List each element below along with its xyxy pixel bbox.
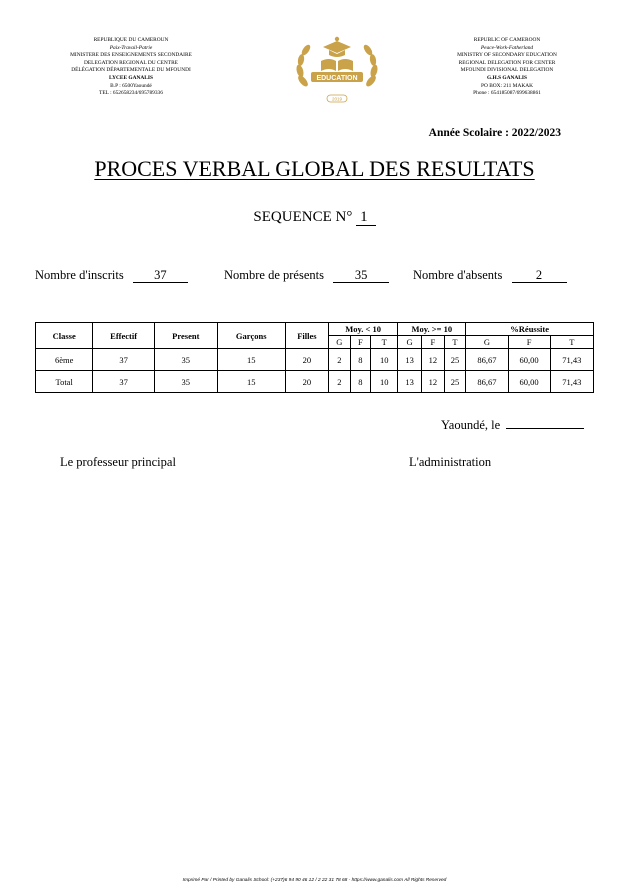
ministry-fr: MINISTERE DES ENSEIGNEMENTS SECONDAIRE [70, 52, 192, 59]
table-cell: 35 [154, 349, 217, 371]
table-cell: 8 [350, 349, 371, 371]
place-date [441, 418, 584, 433]
sub-g: G [466, 336, 508, 349]
table-cell: 71,43 [550, 371, 593, 393]
table-row-total [36, 371, 594, 393]
table-cell: 37 [93, 349, 155, 371]
signature-administration: L'administration [409, 455, 492, 469]
absents-count [413, 268, 567, 283]
page-title [0, 156, 629, 182]
table-cell: 71,43 [550, 349, 593, 371]
presents-value: 35 [333, 269, 389, 283]
col-present: Present [154, 323, 217, 349]
sequence [0, 209, 629, 226]
logo-year: 2019 [331, 96, 343, 102]
sub-t: T [371, 336, 398, 349]
regional-en: REGIONAL DELEGATION FOR CENTER [458, 59, 556, 66]
absents-label: Nombre d'absents [413, 268, 503, 282]
table-cell: 10 [371, 371, 398, 393]
country-fr: REPUBLIQUE DU CAMEROUN [93, 37, 169, 43]
school-en: G.H.S GANALIS [487, 74, 527, 81]
table-cell: 12 [422, 371, 445, 393]
table-cell: 20 [285, 349, 328, 371]
col-effectif: Effectif [93, 323, 155, 349]
table-header-row [36, 323, 594, 336]
table-cell: 8 [350, 371, 371, 393]
inscrits-count [35, 268, 188, 283]
inscrits-value: 37 [133, 269, 188, 283]
country-en: REPUBLIC OF CAMEROON [473, 37, 541, 43]
col-filles: Filles [285, 323, 328, 349]
table-cell: 6ème [36, 349, 93, 371]
table-cell: 35 [154, 371, 217, 393]
table-cell: 20 [285, 371, 328, 393]
sub-f: F [350, 336, 371, 349]
ministry-en: MINISTRY OF SECONDARY EDUCATION [457, 52, 557, 59]
date-blank-line [506, 418, 584, 429]
page-title-text: PROCES VERBAL GLOBAL DES RESULTATS [94, 156, 535, 181]
table-cell: 12 [422, 349, 445, 371]
col-garcons: Garçons [217, 323, 285, 349]
col-classe: Classe [36, 323, 93, 349]
place-date-label: Yaoundé, le [441, 418, 501, 432]
tel-fr: TEL : 652658234/695789336 [99, 90, 163, 97]
inscrits-label: Nombre d'inscrits [35, 268, 124, 282]
sub-f: F [422, 336, 445, 349]
table-cell: 37 [93, 371, 155, 393]
table-cell: 13 [398, 349, 422, 371]
table-cell: 86,67 [466, 371, 508, 393]
col-moy-ge-10: Moy. >= 10 [398, 323, 466, 336]
header-right [412, 37, 602, 98]
table-cell: 15 [217, 349, 285, 371]
school-fr: LYCEE GANALIS [109, 74, 153, 81]
table-cell: 2 [329, 349, 351, 371]
absents-value: 2 [512, 269, 567, 283]
table-row [36, 349, 594, 371]
graduation-cap-book-laurel-icon [289, 33, 385, 105]
footer-printed-by: Imprimé Par / Printed by Ganalis School: (+237)6 94 90 46 12 / 2 22 31 78 68 - https://www.ganalis.com All Rights Reserved [182, 878, 447, 883]
sub-t: T [550, 336, 593, 349]
table-cell: 15 [217, 371, 285, 393]
education-logo [289, 33, 385, 105]
sequence-value: 1 [356, 209, 376, 226]
divisional-fr: DÉLÉGATION DÉPARTEMENTALE DU MFOUNDI [71, 67, 191, 74]
table-cell: 25 [444, 349, 466, 371]
table-cell: 60,00 [508, 371, 550, 393]
results-table [35, 322, 594, 393]
table-cell: 10 [371, 349, 398, 371]
bp-fr: B.P : 6500Yaoundé [110, 82, 152, 89]
sub-f: F [508, 336, 550, 349]
school-year: Année Scolaire : 2022/2023 [428, 127, 561, 139]
presents-label: Nombre de présents [224, 268, 324, 282]
regional-fr: DELEGATION REGIONAL DU CENTRE [84, 59, 178, 66]
col-reussite: %Réussite [466, 323, 594, 336]
motto-fr: Paix-Travail-Patrie [109, 44, 153, 51]
sub-t: T [444, 336, 466, 349]
table-cell: Total [36, 371, 93, 393]
sub-g: G [329, 336, 351, 349]
phone-en: Phone : 654185087/699638861 [473, 90, 541, 97]
table-cell: 13 [398, 371, 422, 393]
table-cell: 60,00 [508, 349, 550, 371]
logo-text: EDUCATION [316, 75, 358, 82]
table-cell: 2 [329, 371, 351, 393]
col-moy-lt-10: Moy. < 10 [329, 323, 398, 336]
table-cell: 86,67 [466, 349, 508, 371]
signature-teacher: Le professeur principal [60, 455, 176, 469]
presents-count [224, 268, 389, 283]
po-en: PO BOX: 211 MAKAK [480, 82, 534, 89]
sub-g: G [398, 336, 422, 349]
divisional-en: MFOUNDI DIVISIONAL DELEGATION [460, 67, 554, 74]
motto-en: Peace-Work-Fatherland [480, 44, 534, 51]
table-cell: 25 [444, 371, 466, 393]
sequence-label: SEQUENCE N° [253, 209, 353, 225]
header-left [16, 37, 246, 98]
